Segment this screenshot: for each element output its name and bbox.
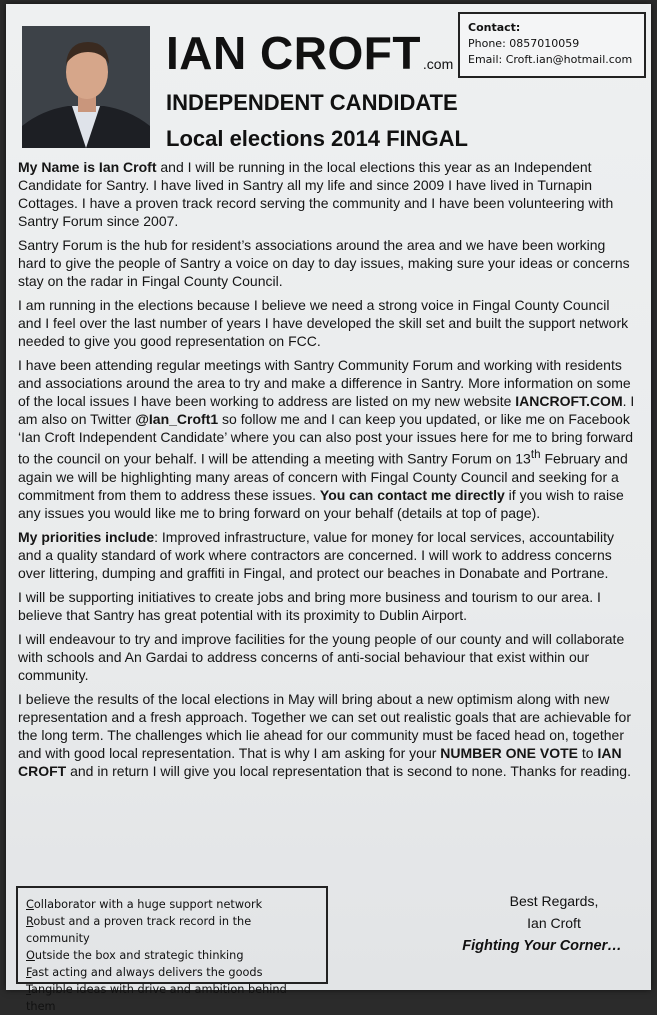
twitter-handle: @Ian_Croft1 <box>135 411 219 427</box>
date-suffix: th <box>530 448 541 461</box>
paragraph-jobs: I will be supporting initiatives to create jobs and bring more business and tourism to our area. I believe that Santry has great potential with its proximity to Dublin Airport. <box>18 588 601 623</box>
paragraph-priorities <box>18 528 636 582</box>
croft-acrostic-box <box>16 886 328 1013</box>
meetings-text-c: so follow me and I can keep you updated, or like me on Facebook ‘Ian Croft Independent Candidate’ where you can also post your issues here for me to bring forward to the council on your behalf. I will be attending a meeting with Santry Forum on 13 <box>18 411 634 467</box>
acrostic-letter: C <box>26 898 34 911</box>
vote-bold: NUMBER ONE VOTE <box>440 744 578 761</box>
contact-email: Email: Croft.ian@hotmail.com <box>468 53 633 66</box>
candidate-photo <box>22 26 150 148</box>
contact-title: Contact: <box>468 21 521 34</box>
paragraph-intro <box>18 158 636 230</box>
priorities-text: : Improved infrastructure, value for money for local services, accountability and a quality standard of work where contractors are concerned. I will work to address concerns over littering, dumping and graffiti in Fingal, and protect our beaches in Donabate and Portrane. <box>18 528 615 581</box>
acrostic-line <box>26 964 318 981</box>
acrostic-letter: R <box>26 915 34 928</box>
acrostic-letter: T <box>26 983 32 996</box>
acrostic-text: ast acting and always delivers the goods <box>31 966 263 979</box>
contact-me-bold: You can contact me directly <box>319 486 505 503</box>
closing-text-a: I believe the results of the local elections in May will bring about a new optimism along with new representation and a fresh approach. Together we can set out realistic goals that are achievable for the long term. The challenges which lie ahead for our community must be faced head on, together and with good local representation. That is why I am asking for your <box>18 690 632 761</box>
election-title: Local elections 2014 FINGAL <box>166 126 468 151</box>
acrostic-line <box>26 896 318 913</box>
contact-phone: Phone: 0857010059 <box>468 37 580 50</box>
closing-text-b: to <box>577 744 598 761</box>
meetings-text-d: February and again we will be highlighting many areas of concern with Fingal County Council and seeking for a commitment from them to address these issues. <box>18 450 628 503</box>
paragraph-closing <box>18 690 636 780</box>
acrostic-line <box>26 981 318 1015</box>
acrostic-text: obust and a proven track record in the community <box>26 915 252 945</box>
portrait-image <box>22 26 150 148</box>
acrostic-letter: O <box>26 949 35 962</box>
priorities-bold: My priorities include <box>18 528 155 545</box>
meetings-text-e: if you wish to raise any issues you would like me to bring forward on your behalf (details at top of page). <box>18 486 624 521</box>
closing-text-c: and in return I will give you local representation that is second to none. Thanks for reading. <box>66 762 631 779</box>
signoff <box>474 890 634 934</box>
candidate-subtitle: INDEPENDENT CANDIDATE <box>166 90 458 115</box>
slogan: Fighting Your Corner… <box>462 938 622 954</box>
name-text: IAN CROFT <box>166 27 421 79</box>
candidate-name <box>166 26 453 80</box>
paragraph-forum: Santry Forum is the hub for resident’s associations around the area and we have been working hard to give the people of Santry a voice on day to day issues, making sure your ideas or concerns stay on the radar in Fingal County Council. <box>18 237 630 289</box>
contact-box <box>458 12 646 78</box>
meetings-text-a: I have been attending regular meetings with Santry Community Forum and working with residents and associations around the area to try and make a difference in Santry. More information on some of the local issues I have been working to address are listed on my new website <box>18 357 631 409</box>
acrostic-text: ollaborator with a huge support network <box>33 898 263 911</box>
letter-body <box>18 158 636 786</box>
domain-suffix: .com <box>422 56 454 72</box>
regards-text: Best Regards, <box>509 893 599 909</box>
intro-text: and I will be running in the local elections this year as an Independent Candidate for Santry. I have lived in Santry all my life and since 2009 I have lived in Turnapin Cottages. I have a proven track record serving the community and I have been volunteering with Santry Forum since 2007. <box>18 159 614 229</box>
acrostic-line <box>26 947 318 964</box>
paragraph-meetings <box>18 356 636 522</box>
acrostic-text: angible ideas with drive and ambition behind them <box>26 983 287 1013</box>
acrostic-text: utside the box and strategic thinking <box>34 949 244 962</box>
signature-name: Ian Croft <box>527 915 581 931</box>
paragraph-running: I am running in the elections because I believe we need a strong voice in Fingal County Council and I feel over the last number of years I have developed the skill set and built the support network needed to give you good representation on FCC. <box>18 297 629 349</box>
intro-bold: My Name is Ian Croft <box>18 159 157 175</box>
website-link: IANCROFT.COM <box>515 393 623 409</box>
paragraph-youth: I will endeavour to try and improve facilities for the young people of our county and will collaborate with schools and An Gardai to address concerns of anti-social behaviour that exist within our community. <box>18 630 625 683</box>
meetings-text-b: . I am also on Twitter <box>18 393 635 427</box>
acrostic-line <box>26 913 318 947</box>
leaflet <box>6 4 651 1013</box>
name-bold: IAN CROFT <box>18 744 622 779</box>
acrostic-letter: F <box>26 966 32 979</box>
